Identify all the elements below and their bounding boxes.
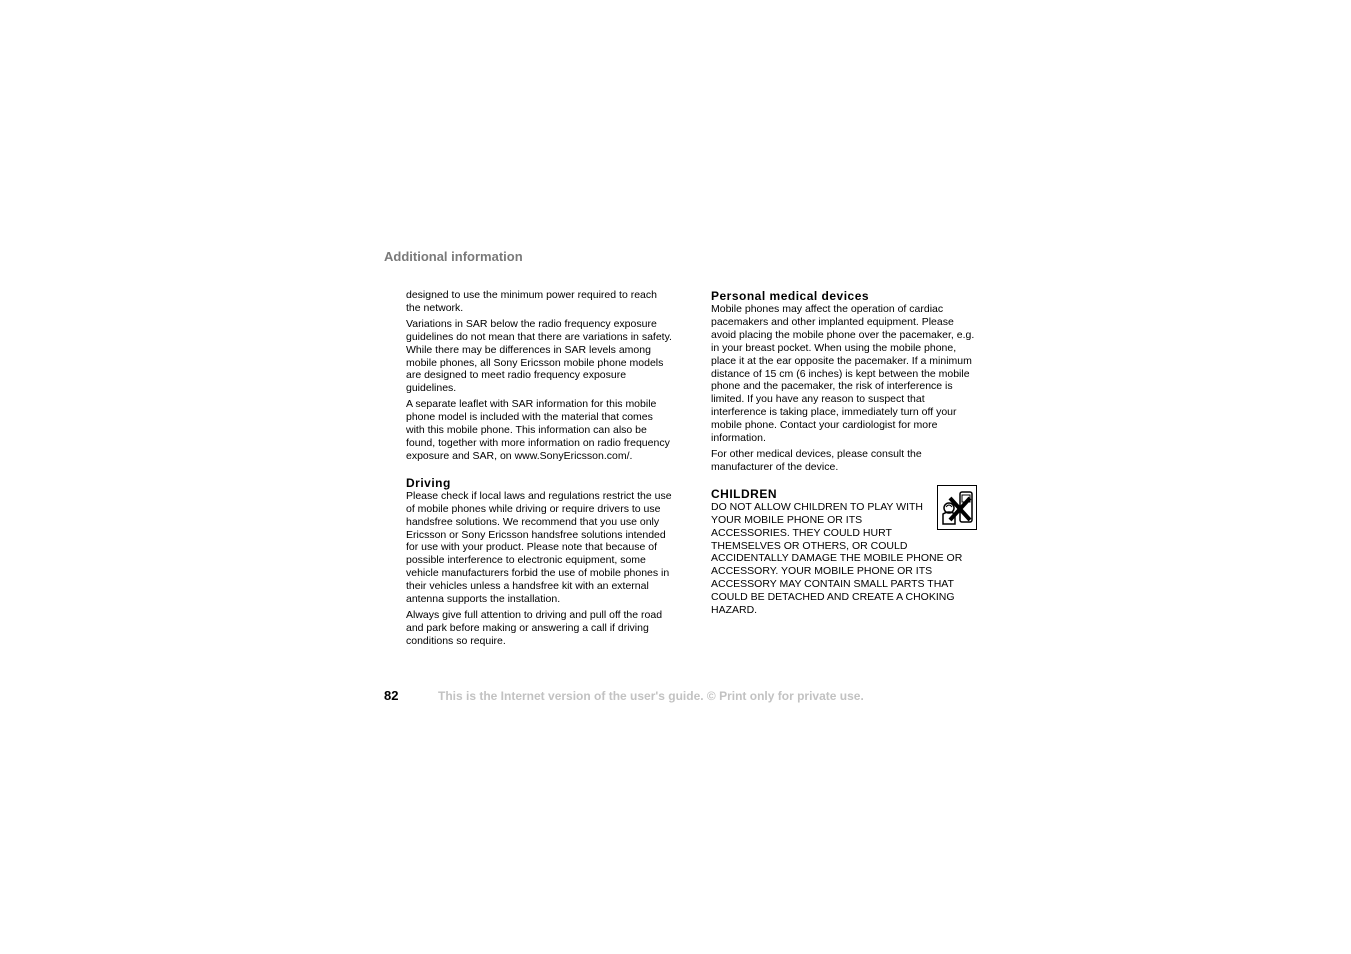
medical-paragraph-2: For other medical devices, please consult the manufacturer of the device. <box>711 447 922 473</box>
driving-paragraph-1: Please check if local laws and regulations restrict the use of mobile phones while driving or require drivers to use handsfree solutions. We recommend that you use only Ericsson or Sony Ericsson handsfree solutions intended for use with your product. Please note that because of possible interference to electronic equipment, some vehicle manufacturers forbid the use of mobile phones in their vehicles unless a handsfree kit with an external antenna supports the installation. <box>406 489 672 606</box>
children-paragraph: DO NOT ALLOW CHILDREN TO PLAY WITH YOUR MOBILE PHONE OR ITS ACCESSORIES. THEY COULD HURT THEMSELVES OR OTHERS, OR COULD ACCIDENTALLY DAMAGE THE MOBILE PHONE OR ACCESSORY. YOUR MOBILE PHONE OR ITS ACCESSORY MAY CONTAIN SMALL PARTS THAT COULD BE DETACHED AND CREATE A CHOKING HAZARD. <box>711 500 963 617</box>
section-title: Additional information <box>384 249 523 264</box>
left-column <box>406 289 672 651</box>
children-heading: CHILDREN <box>711 486 777 501</box>
driving-paragraph-2: Always give full attention to driving and pull off the road and park before making or answering a call if driving conditions so require. <box>406 608 663 647</box>
medical-paragraph-1: Mobile phones may affect the operation of cardiac pacemakers and other implanted equipment. Please avoid placing the mobile phone over the pacemaker, e.g. in your breast pocket. When using the mobile phone, place it at the ear opposite the pacemaker. If a minimum distance of 15 cm (6 inches) is kept between the mobile phone and the pacemaker, the risk of interference is limited. If you have any reason to suspect that interference is taking place, immediately turn off your mobile phone. Contact your cardiologist for more information. <box>711 303 975 445</box>
sar-paragraph-1: designed to use the minimum power required to reach the network. <box>406 289 657 314</box>
sar-paragraph-3: A separate leaflet with SAR information for this mobile phone model is included with the material that comes with this mobile phone. This information can also be found, together with more information on radio frequency exposure and SAR, on www.SonyEricsson.com/. <box>406 398 670 462</box>
driving-heading: Driving <box>406 475 451 490</box>
page-number: 82 <box>384 688 399 703</box>
no-children-icon <box>937 485 977 530</box>
footer-note: This is the Internet version of the user's guide. © Print only for private use. <box>438 689 864 703</box>
sar-paragraph-2: Variations in SAR below the radio frequency exposure guidelines do not mean that there are variations in safety. While there may be differences in SAR levels among mobile phones, all Sony Ericsson mobile phone models are designed to meet radio frequency exposure guidelines. <box>406 317 672 395</box>
right-column <box>711 289 977 620</box>
medical-devices-heading: Personal medical devices <box>711 289 870 303</box>
